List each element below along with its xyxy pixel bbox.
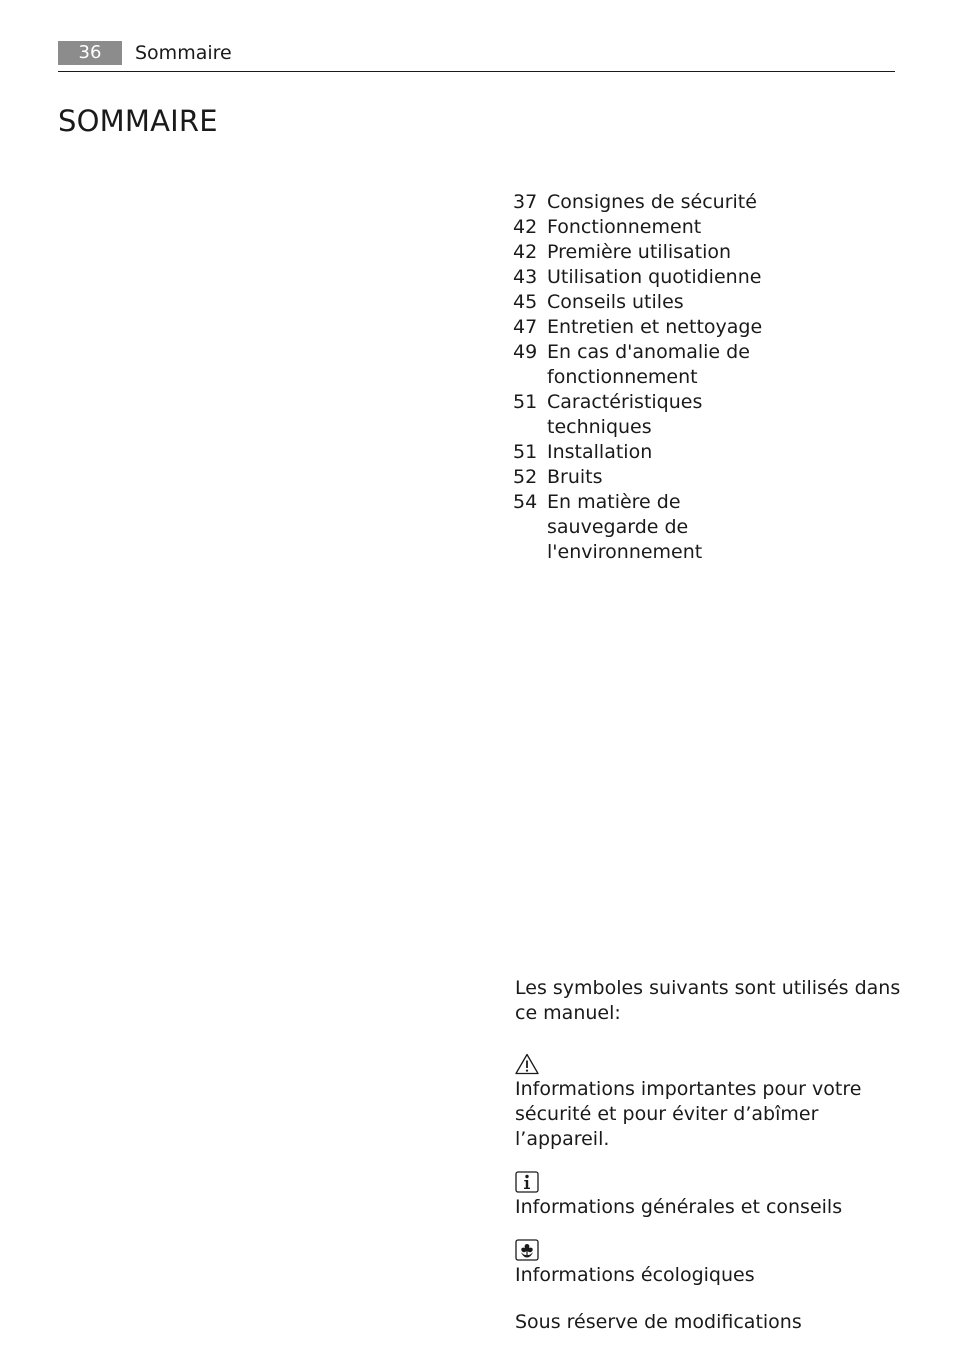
toc-entry-text: Entretien et nettoyage — [547, 316, 763, 338]
disclaimer-text: Sous réserve de modifications — [515, 1311, 802, 1333]
info-icon — [515, 1171, 539, 1193]
warning-triangle-icon — [515, 1053, 539, 1075]
toc-item[interactable] — [513, 465, 903, 490]
toc-page-number: 43 — [513, 266, 538, 288]
page-header — [58, 40, 895, 72]
toc-entry-text: En cas d'anomalie de fonctionnement — [547, 341, 750, 388]
toc-page-number: 49 — [513, 341, 538, 363]
toc-page-number: 47 — [513, 316, 538, 338]
toc-entry-text: Utilisation quotidienne — [547, 266, 762, 288]
toc-page-number: 42 — [513, 241, 538, 263]
symbol-eco-text: Informations écologiques — [515, 1264, 755, 1286]
toc-page-number: 45 — [513, 291, 538, 313]
toc-page-number: 51 — [513, 441, 538, 463]
toc-page-number: 42 — [513, 216, 538, 238]
toc-entry-text: Fonctionnement — [547, 216, 702, 238]
toc-page-number: 54 — [513, 491, 538, 513]
toc-page-number: 52 — [513, 466, 538, 488]
toc-item[interactable] — [513, 315, 903, 340]
toc-item[interactable] — [513, 390, 903, 440]
symbol-eco — [515, 1239, 905, 1288]
table-of-contents — [513, 190, 903, 565]
toc-entry-text: En matière de sauvegarde de l'environnement — [547, 491, 703, 563]
symbols-legend — [515, 976, 905, 1335]
symbols-intro: Les symboles suivants sont utilisés dans ce manuel: — [515, 977, 901, 1024]
toc-entry-text: Caractéristiques techniques — [547, 391, 703, 438]
symbol-warning-text: Informations importantes pour votre sécurité et pour éviter d’abîmer l’appareil. — [515, 1078, 862, 1150]
toc-item[interactable] — [513, 440, 903, 465]
running-title: Sommaire — [135, 42, 232, 64]
toc-entry-text: Conseils utiles — [547, 291, 684, 313]
page-number: 36 — [58, 41, 122, 65]
toc-entry-text: Bruits — [547, 466, 603, 488]
toc-item[interactable] — [513, 490, 903, 565]
page-title: SOMMAIRE — [58, 104, 218, 138]
toc-entry-text: Consignes de sécurité — [547, 191, 757, 213]
toc-page-number: 51 — [513, 391, 538, 413]
toc-item[interactable] — [513, 215, 903, 240]
symbol-warning — [515, 1053, 905, 1152]
toc-item[interactable] — [513, 240, 903, 265]
symbol-info — [515, 1171, 905, 1220]
toc-entry-text: Première utilisation — [547, 241, 732, 263]
symbol-info-text: Informations générales et conseils — [515, 1196, 843, 1218]
toc-item[interactable] — [513, 265, 903, 290]
toc-item[interactable] — [513, 290, 903, 315]
toc-item[interactable] — [513, 190, 903, 215]
toc-page-number: 37 — [513, 191, 538, 213]
toc-item[interactable] — [513, 340, 903, 390]
toc-entry-text: Installation — [547, 441, 653, 463]
eco-flower-icon — [515, 1239, 539, 1261]
